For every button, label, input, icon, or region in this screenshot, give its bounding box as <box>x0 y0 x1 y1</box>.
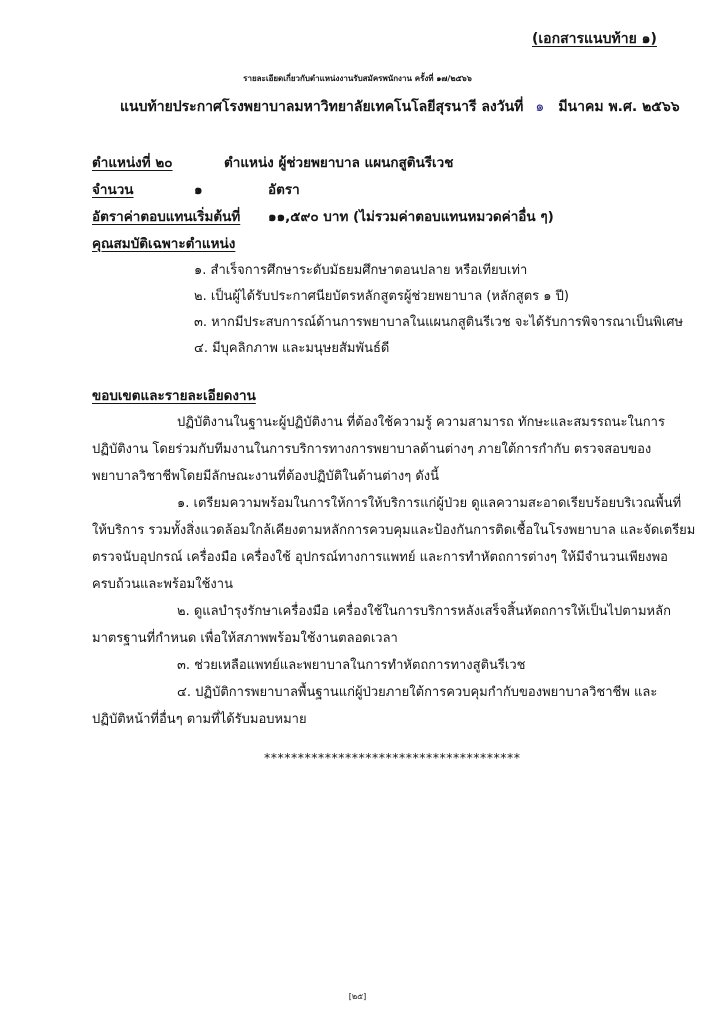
scope-heading: ขอบเขตและรายละเอียดงาน <box>92 388 256 404</box>
scope-intro-line: ปฏิบัติงาน โดยร่วมกับทีมงานในการบริการทางการพยาบาลด้านต่างๆ ภายใต้การกำกับ ตรวจสอบของ <box>92 442 652 457</box>
duty-2-line: ๒. ดูแลบำรุงรักษาเครื่องมือ เครื่องใช้ในการบริการหลังเสร็จสิ้นหัตถการให้เป็นไปตามหลัก <box>177 604 671 619</box>
qualifications-heading: คุณสมบัติเฉพาะตำแหน่ง <box>92 236 236 252</box>
annex-label: (เอกสารแนบท้าย ๑) <box>532 31 657 47</box>
qualification-item: ๑. สำเร็จการศึกษาระดับมัธยมศึกษาตอนปลาย หรือเทียบเท่า <box>194 263 528 278</box>
duty-3-line: ๓. ช่วยเหลือแพทย์และพยาบาลในการทำหัตถการทางสูตินรีเวช <box>177 658 526 673</box>
qualification-item: ๓. หากมีประสบการณ์ด้านการพยาบาลในแผนกสูตินรีเวช จะได้รับการพิจารณาเป็นพิเศษ <box>194 315 684 330</box>
position-value: ตำแหน่ง ผู้ช่วยพยาบาล แผนกสูตินรีเวช <box>224 155 454 171</box>
duty-1-line: ให้บริการ รวมทั้งสิ่งแวดล้อมใกล้เคียงตามหลักการควบคุมและป้องกันการติดเชื้อในโรงพยาบาล และจัดเตรียม <box>92 523 696 538</box>
subtitle-day: ๑ <box>535 99 545 115</box>
scope-intro-line: ปฏิบัติงานในฐานะผู้ปฏิบัติงาน ที่ต้องใช้ความรู้ ความสามารถ ทักษะและสมรรถนะในการ <box>177 415 665 430</box>
count-label: จำนวน <box>92 182 134 198</box>
qualification-item: ๔. มีบุคลิกภาพ และมนุษยสัมพันธ์ดี <box>194 341 390 356</box>
duty-4-line: ๔. ปฏิบัติการพยาบาลพื้นฐานแก่ผู้ป่วยภายใต้การควบคุมกำกับของพยาบาลวิชาชีพ และ <box>177 685 658 700</box>
duty-1-line: ครบถ้วนและพร้อมใช้งาน <box>92 577 233 592</box>
salary-value: ๑๑,๕๙๐ บาท (ไม่รวมค่าตอบแทนหมวดค่าอื่น ๆ) <box>268 209 554 225</box>
duty-4-line: ปฏิบัติหน้าที่อื่นๆ ตามที่ได้รับมอบหมาย <box>92 712 307 727</box>
duty-1-line: ตรวจนับอุปกรณ์ เครื่องมือ เครื่องใช้ อุปกรณ์ทางการแพทย์ และการทำหัตถการต่างๆ ให้มีจำนวนเพียงพอ <box>92 550 668 565</box>
count-number: ๑ <box>194 182 203 198</box>
count-unit: อัตรา <box>268 182 300 198</box>
document-subtitle <box>120 96 680 118</box>
subtitle-suffix: มีนาคม พ.ศ. ๒๕๖๖ <box>558 99 680 115</box>
duty-1-line: ๑. เตรียมความพร้อมในการให้การให้บริการแก่ผู้ป่วย ดูแลความสะอาดเรียบร้อยบริเวณพื้นที่ <box>177 496 682 511</box>
duty-2-line: มาตรฐานที่กำหนด เพื่อให้สภาพพร้อมใช้งานตลอดเวลา <box>92 631 398 646</box>
subtitle-prefix: แนบท้ายประกาศโรงพยาบาลมหาวิทยาลัยเทคโนโลยีสุรนารี ลงวันที่ <box>120 99 524 115</box>
salary-label: อัตราค่าตอบแทนเริ่มต้นที่ <box>92 209 241 225</box>
document-title: รายละเอียดเกี่ยวกับตำแหน่งงานรับสมัครพนักงาน ครั้งที่ ๑๗/๒๕๖๖ <box>243 74 472 83</box>
scope-intro-line: พยาบาลวิชาชีพโดยมีลักษณะงานที่ต้องปฏิบัติในด้านต่างๆ ดังนี้ <box>92 469 440 484</box>
separator-stars: ************************************** <box>264 750 521 765</box>
page-number: [๒๕] <box>348 992 367 1001</box>
position-label: ตำแหน่งที่ ๒๐ <box>92 155 173 171</box>
qualification-item: ๒. เป็นผู้ได้รับประกาศนียบัตรหลักสูตรผู้ช่วยพยาบาล (หลักสูตร ๑ ปี) <box>194 289 570 304</box>
